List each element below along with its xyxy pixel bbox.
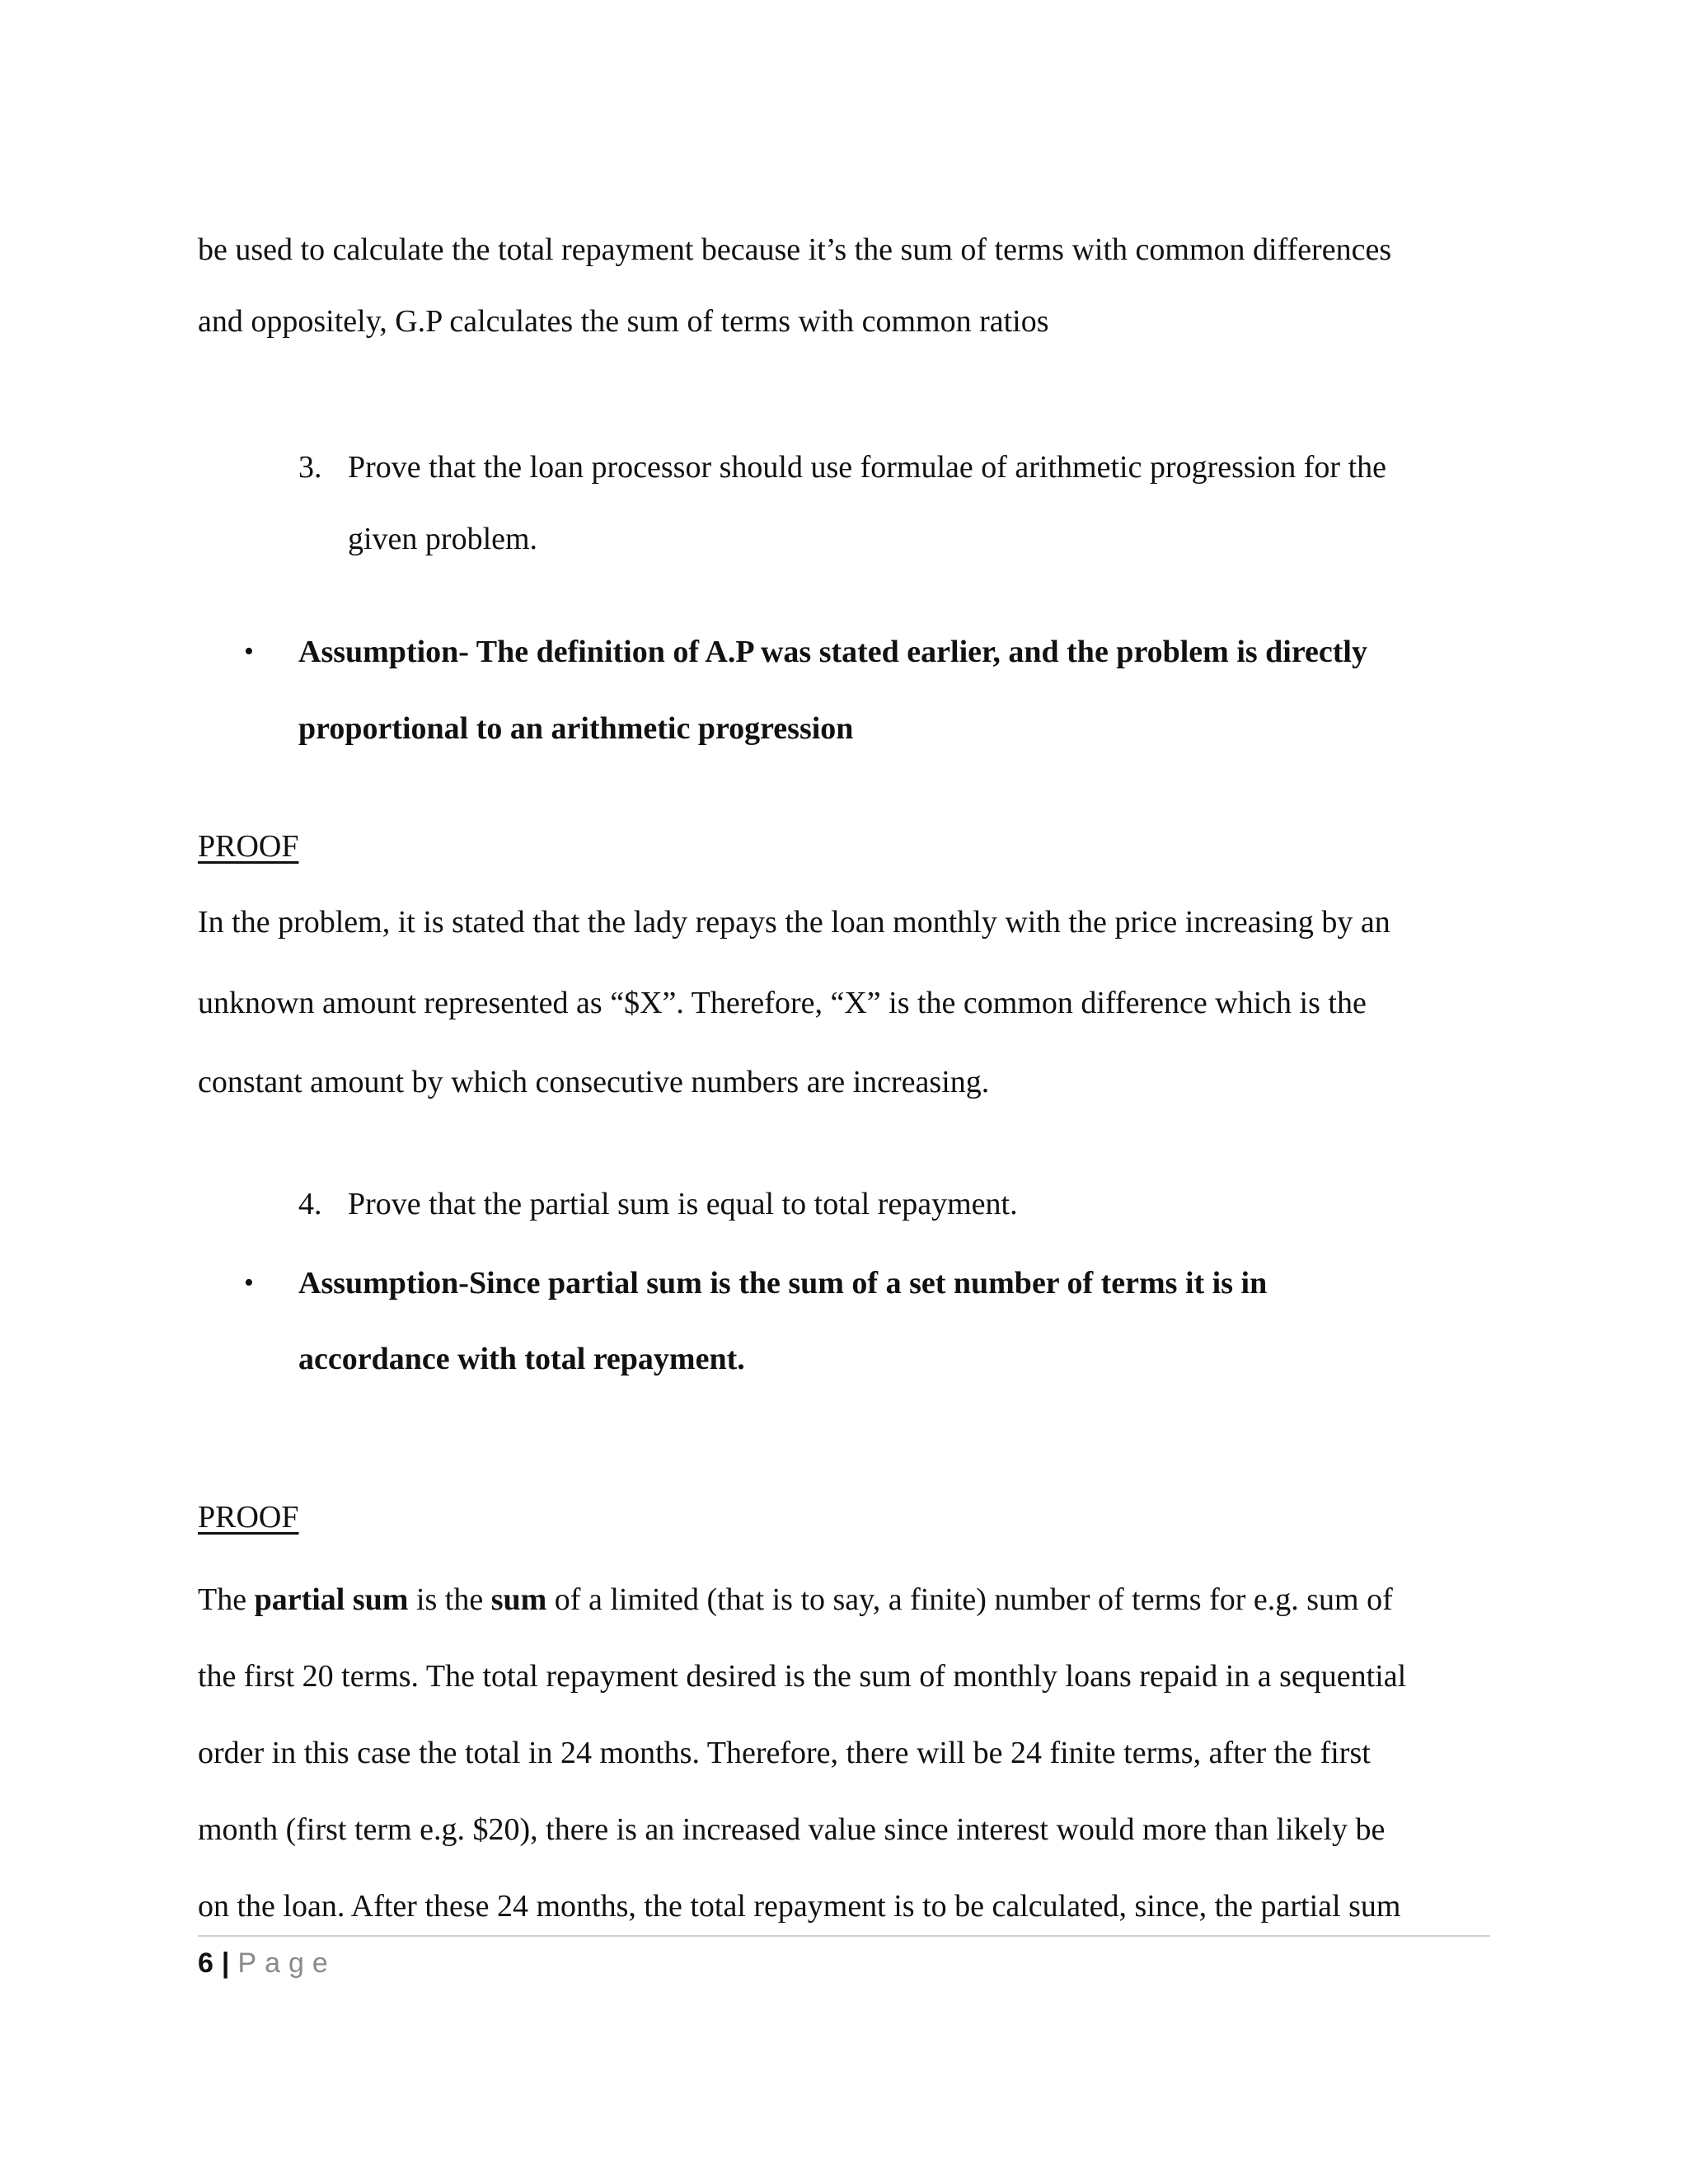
page-footer — [198, 1945, 336, 1981]
proof-heading: PROOF — [198, 829, 299, 864]
text-run: of a limited (that is to say, a finite) number of terms for e.g. sum of — [546, 1582, 1393, 1617]
proof-line: on the loan. After these 24 months, the total repayment is to be calculated, since, the partial sum — [198, 1889, 1401, 1924]
proof-heading: PROOF — [198, 1500, 299, 1535]
bullet-icon: • — [244, 636, 254, 667]
proof-line: the first 20 terms. The total repayment desired is the sum of monthly loans repaid in a sequential — [198, 1659, 1407, 1694]
question-3-line: Prove that the loan processor should use formulae of arithmetic progression for the — [348, 450, 1386, 485]
proof-line: In the problem, it is stated that the lady repays the loan monthly with the price increasing by an — [198, 905, 1390, 940]
bullet-icon: • — [244, 1268, 254, 1298]
proof-line: order in this case the total in 24 months. Therefore, there will be 24 finite terms, after the first — [198, 1736, 1371, 1770]
proof-line: constant amount by which consecutive numbers are increasing. — [198, 1065, 990, 1099]
assumption-line: Assumption-Since partial sum is the sum of a set number of terms it is in — [298, 1266, 1268, 1301]
proof-line — [198, 1581, 1393, 1619]
list-number: 3. — [298, 450, 322, 485]
page-number: 6 — [198, 1947, 213, 1979]
assumption-line: Assumption- The definition of A.P was stated earlier, and the problem is directly — [298, 635, 1367, 669]
footer-separator: | — [221, 1947, 230, 1979]
emphasis-text: partial sum — [254, 1582, 409, 1617]
assumption-line: accordance with total repayment. — [298, 1342, 745, 1376]
footer-divider — [198, 1935, 1490, 1937]
text-run: The — [198, 1582, 255, 1617]
paragraph-line: and oppositely, G.P calculates the sum of terms with common ratios — [198, 304, 1049, 339]
page-label: Page — [237, 1947, 336, 1979]
emphasis-text: sum — [490, 1582, 547, 1617]
list-number: 4. — [298, 1187, 322, 1221]
paragraph-line: be used to calculate the total repayment because it’s the sum of terms with common differences — [198, 232, 1392, 267]
question-3-line: given problem. — [348, 522, 538, 556]
assumption-line: proportional to an arithmetic progression — [298, 711, 854, 746]
proof-line: month (first term e.g. $20), there is an increased value since interest would more than likely be — [198, 1812, 1386, 1847]
proof-line: unknown amount represented as “$X”. Therefore, “X” is the common difference which is the — [198, 986, 1367, 1020]
text-run: is the — [408, 1582, 491, 1617]
question-4-line: Prove that the partial sum is equal to total repayment. — [348, 1187, 1018, 1221]
